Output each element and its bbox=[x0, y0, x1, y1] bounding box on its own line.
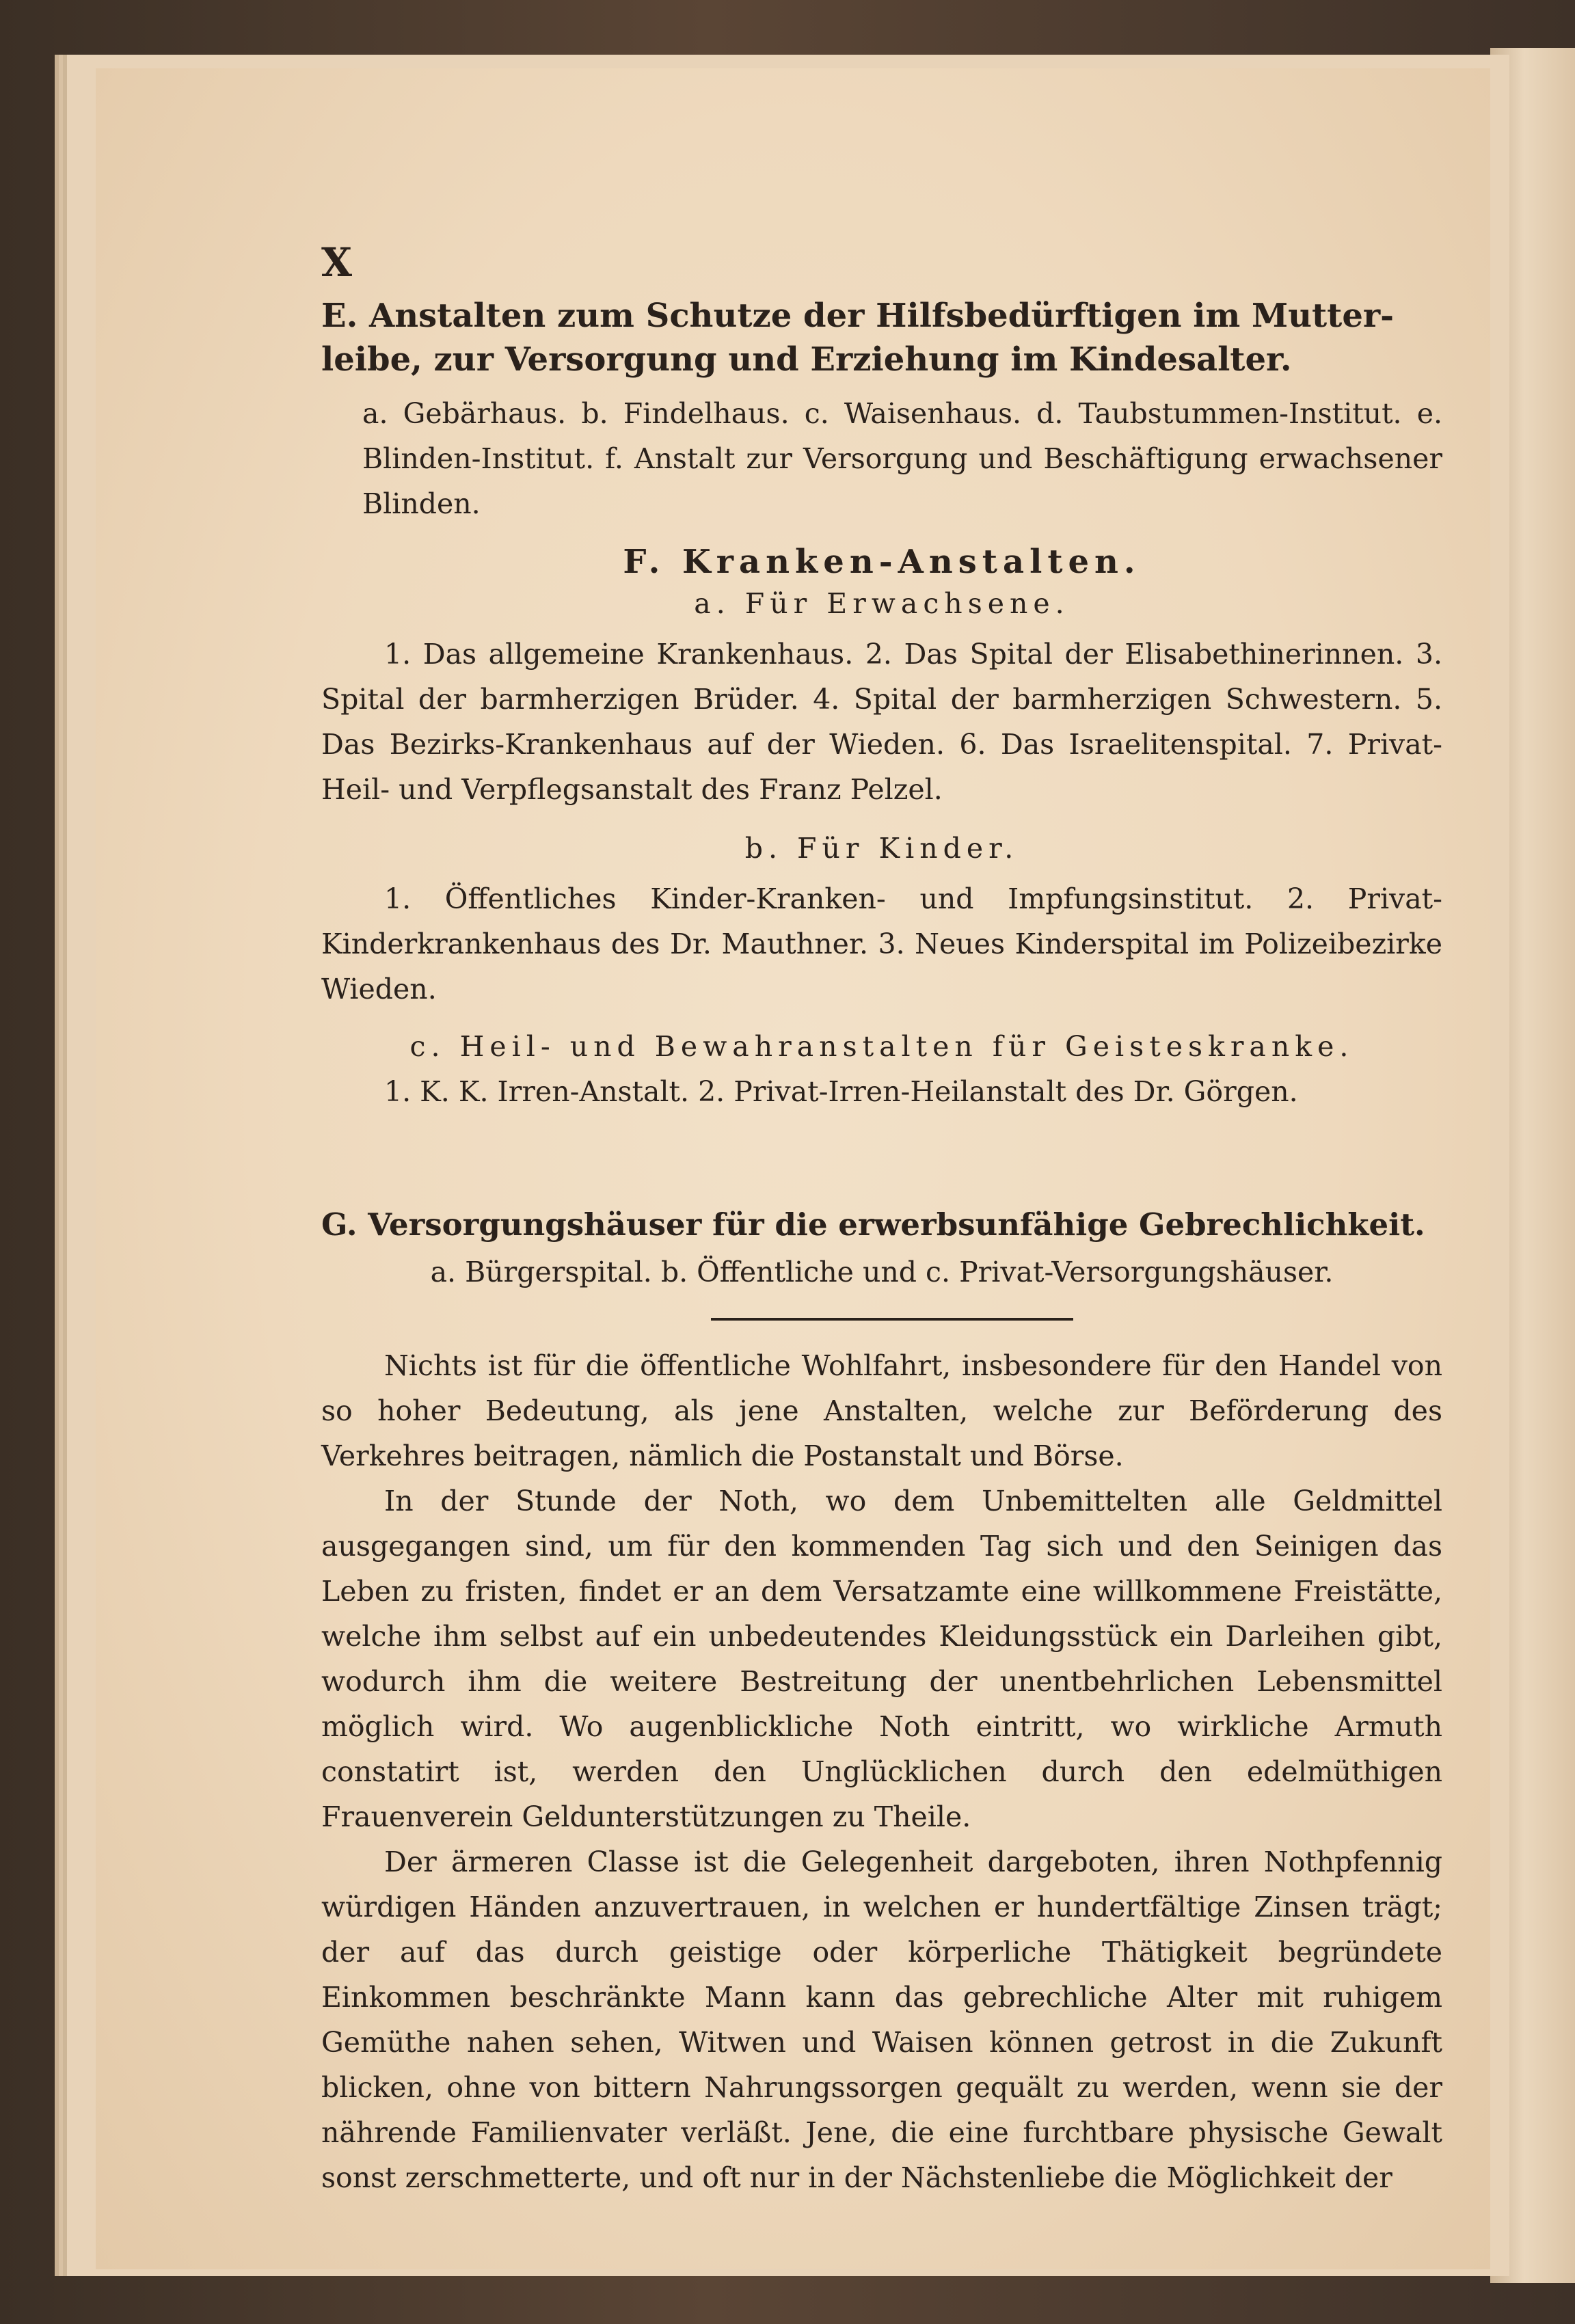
body-paragraph-3: Der ärmeren Classe ist die Gelegenheit dargeboten, ihren Nothpfennig würdigen Händen anzuvertrauen, in welchen er hundertfältige Zinsen trägt; der auf das durch geistige oder körperliche Thätigkeit begründete Einkommen beschränkte Mann kann das gebrechliche Alter mit ruhigem Gemüthe nahen sehen, Witwen und Waisen können getrost in die Zukunft blicken, ohne von bittern Nahrungssorgen gequält zu werden, wenn sie der nährende Familienvater verläßt. Jene, die eine furchtbare physische Gewalt sonst zerschmetterte, und oft nur in der Nächstenliebe die Möglichkeit der bbox=[321, 1846, 1442, 2194]
section-divider-rule bbox=[711, 1318, 1073, 1321]
section-e bbox=[321, 294, 1442, 526]
section-e-items-text: a. Gebärhaus. b. Findelhaus. c. Waisenhaus. d. Taubstummen-Institut. e. Blinden-Institut. f. Anstalt zur Versorgung und Beschäftigung erwachsener Blinden. bbox=[362, 397, 1442, 520]
section-f-heading: F. Kranken-Anstalten. bbox=[623, 543, 1141, 581]
section-g bbox=[321, 1203, 1442, 1295]
book-page bbox=[96, 68, 1490, 2269]
body-paragraph-1: Nichts ist für die öffentliche Wohlfahrt, insbesondere für den Handel von so hoher Bedeutung, als jene Anstalten, welche zur Beförderung des Verkehres beitragen, nämlich die Postanstalt und Börse. bbox=[321, 1349, 1442, 1472]
section-g-items: a. Bürgerspital. b. Öffentliche und c. Privat-Versorgungshäuser. bbox=[430, 1256, 1334, 1288]
section-e-heading: E. Anstalten zum Schutze der Hilfsbedürftigen im Mutter-leibe, zur Versorgung und Erziehung im Kindesalter. bbox=[321, 297, 1395, 379]
section-g-heading: G. Versorgungshäuser für die erwerbsunfähige Gebrechlichkeit. bbox=[321, 1206, 1425, 1243]
section-f-sub-c-text: 1. K. K. Irren-Anstalt. 2. Privat-Irren-Heilanstalt des Dr. Görgen. bbox=[384, 1075, 1298, 1108]
section-f-sub-a-text: 1. Das allgemeine Krankenhaus. 2. Das Spital der Elisabethinerinnen. 3. Spital der barmherzigen Brüder. 4. Spital der barmherzigen Schwestern. 5. Das Bezirks-Krankenhaus auf der Wieden. 6. Das Israelitenspital. 7. Privat-Heil- und Verpflegsanstalt des Franz Pelzel. bbox=[321, 638, 1442, 806]
page-number: X bbox=[321, 239, 354, 286]
section-f-sub-b-title: b. Für Kinder. bbox=[744, 832, 1019, 865]
section-f bbox=[321, 540, 1442, 1114]
section-e-items bbox=[321, 391, 1442, 526]
body-paragraph-2: In der Stunde der Noth, wo dem Unbemittelten alle Geldmittel ausgegangen sind, um für den kommenden Tag sich und den Seinigen das Leben zu fristen, findet er an dem Versatzamte eine willkommene Freistätte, welche ihm selbst auf ein unbedeutendes Kleidungsstück ein Darleihen gibt, wodurch ihm die weitere Bestreitung der unentbehrlichen Lebensmittel möglich wird. Wo augenblickliche Noth eintritt, wo wirkliche Armuth constatirt ist, werden den Unglücklichen durch den edelmüthigen Frauenverein Geldunterstützungen zu Theile. bbox=[321, 1485, 1442, 1833]
section-f-sub-a-title: a. Für Erwachsene. bbox=[694, 587, 1070, 620]
section-f-sub-b-text: 1. Öffentliches Kinder-Kranken- und Impfungsinstitut. 2. Privat-Kinderkrankenhaus des Dr. Mauthner. 3. Neues Kinderspital im Polizeibezirke Wieden. bbox=[321, 882, 1442, 1005]
body-text bbox=[321, 1343, 1442, 2200]
section-f-sub-c-title: c. Heil- und Bewahranstalten für Geisteskranke. bbox=[409, 1030, 1354, 1063]
